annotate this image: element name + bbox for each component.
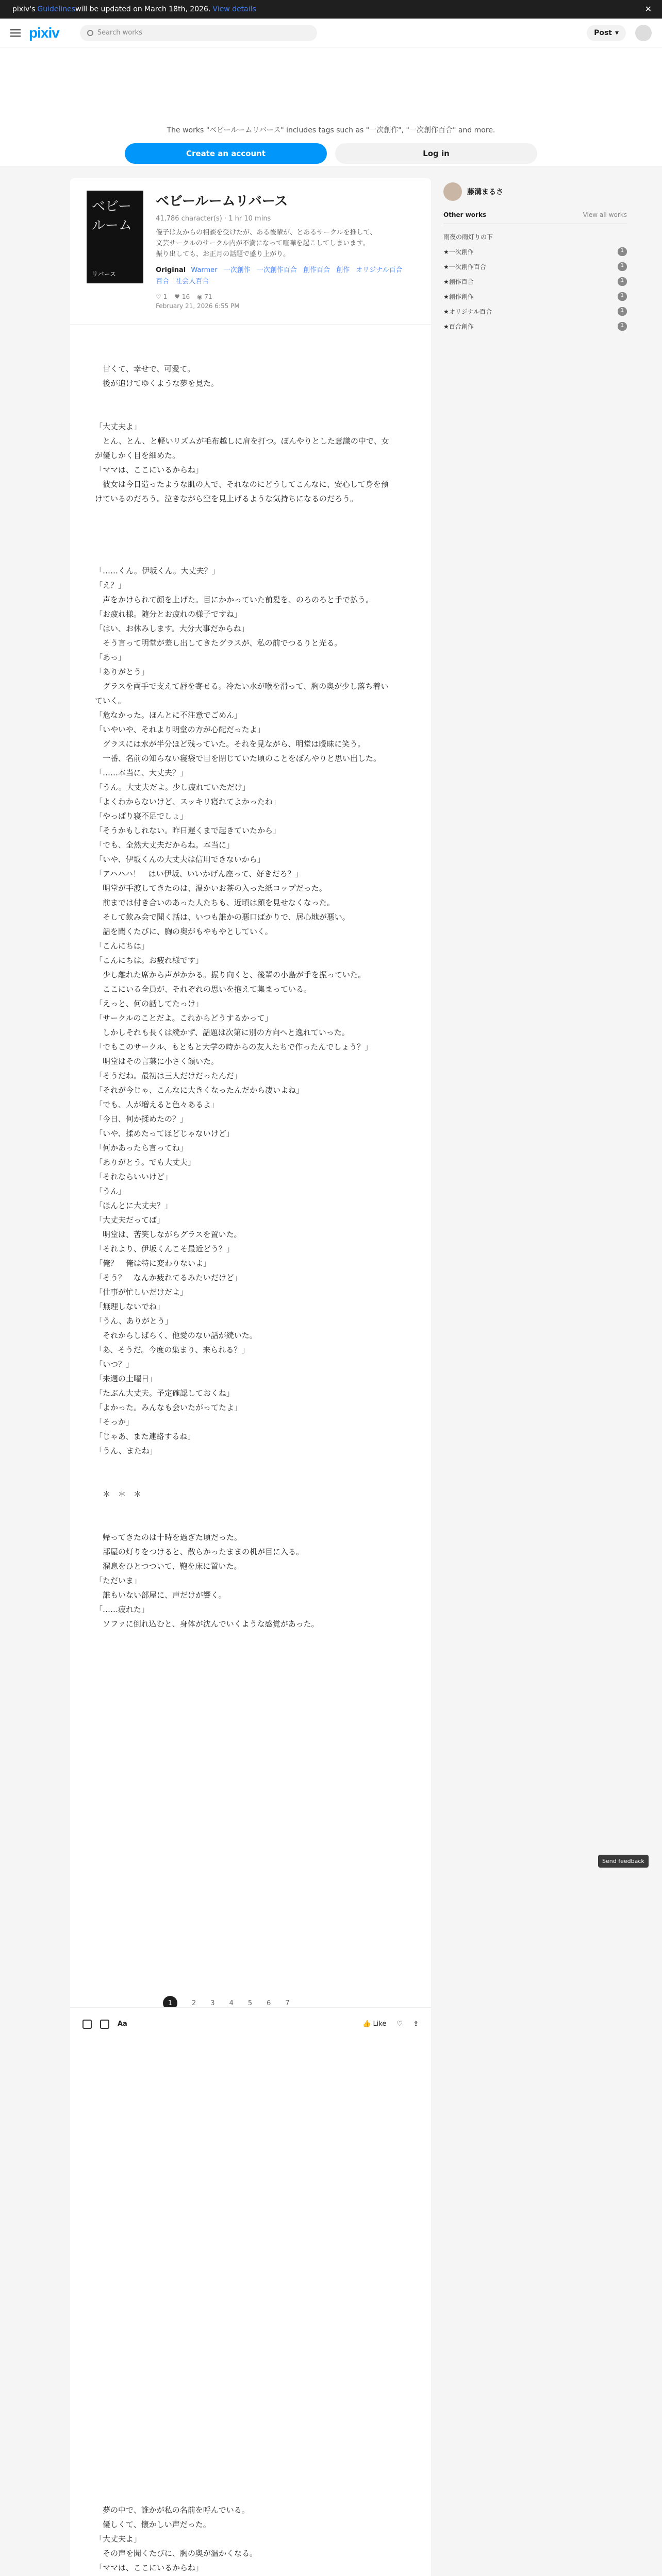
bookmark-count: ♥ 16 (174, 293, 190, 300)
avatar[interactable] (635, 25, 652, 41)
count-badge: 1 (618, 322, 627, 331)
work-header (70, 178, 431, 325)
share-icon[interactable]: ⇪ (413, 2020, 419, 2028)
create-account-button[interactable]: Create an account (125, 143, 327, 164)
sidebar (443, 178, 627, 2576)
tag-original[interactable]: Original (156, 266, 186, 275)
work-title: ベビールームリバース (156, 194, 288, 209)
top-header (0, 19, 662, 47)
novel-body-continued: 夢の中で、誰かが私の名前を呼んでいる。 優しくて、懐かしい声だった。 「大丈夫よ」 その声を聞くたびに、胸の奥が温かくなる。 「ママは、ここにいるからね」 (95, 2505, 258, 2572)
chevron-down-icon: ▾ (615, 28, 619, 37)
post-button[interactable] (587, 25, 626, 41)
author-profile[interactable] (443, 178, 627, 211)
post-button-label: Post (594, 28, 612, 37)
tag[interactable]: 一次創作 (223, 266, 251, 275)
view-all-link[interactable]: View all works (583, 211, 627, 218)
work-link[interactable]: ★百合創作 (443, 323, 474, 330)
pixiv-logo[interactable]: pixiv (29, 24, 59, 41)
novel-body: 甘くて、幸せで、可愛て。 後が追けてゆくような夢を見た。 「大丈夫よ」 とん、とん、と軽いリズムが毛布越しに肩を打つ。ぼんやりとした意識の中で、女 が優しかく目を細めた。 「ママは、ここにいるからね」 彼女は今日造ったような肌の人で、それなのにどうしてこんなに、安心して身を預 けているのだろう。泣きながら空を見上げるような気持ちになるのだろう。 「……くん。伊坂くん。大丈夫？」 「え？」 声をかけられて顔を上げた。目にかかっていた前髪を、のろのろと手で払う。 「お疲れ様。随分とお疲れの様子ですね」 「はい、お休みします。大分大事だからね」 そう言って明堂が差し出してきたグラスが、私の前でつるりと光る。 「あっ」 「ありがとう」 グラスを両手で支えて唇を寄せる。冷たい水が喉を滑って、胸の奥が少し落ち着い ていく。 「危なかった。ほんとに不注意でごめん」 「いやいや、それより明堂の方が心配だったよ」 グラスには水が半分ほど残っていた。それを見ながら、明堂は曖昧に笑う。 一番、名前の知らない寝袋で目を閉じていた頃のことをぼんやりと思い出した。 「……本当に、大丈夫？」 「うん。大丈夫だよ。少し疲れていただけ」 「よくわからないけど、スッキリ寝れてよかったね」 「やっぱり寝不足でしょ」 「そうかもしれない。昨日遅くまで起きていたから」 「でも、全然大丈夫だからね。本当に」 「いや、伊坂くんの大丈夫は信用できないから」 「アハハハ！ はい伊坂、いいかげん座って、好きだろ？」 明堂が手渡してきたのは、温かいお茶の入った紙コップだった。 前までは付き合いのあった人たちも、近頃は顔を見せなくなった。 そして飲み会で聞く話は、いつも誰かの悪口ばかりで、居心地が悪い。 話を聞くたびに、胸の奥がもやもやとしていく。 「こんにちは」 「こんにちは。お疲れ様です」 少し離れた席から声がかかる。振り向くと、後輩の小島が手を振っていた。 ここにいる全員が、それぞれの思いを抱えて集まっている。 「えっと、何の話してたっけ」 「サークルのことだよ。これからどうするかって」 しかしそれも長くは続かず、話題は次第に別の方向へと逸れていった。 「でもこのサークル、もともと大学の時からの友人たちで作ったんでしょう？」 明堂はその言葉に小さく頷いた。 「そうだね。最初は三人だけだったんだ」 「それが今じゃ、こんなに大きくなったんだから凄いよね」 「でも、人が増えると色々あるよ」 「今日、何か揉めたの？」 「いや、揉めたってほどじゃないけど」 「何かあったら言ってね」 「ありがとう。でも大丈夫」 「それならいいけど」 「うん」 「ほんとに大丈夫？」 「大丈夫だってば」 明堂は、苦笑しながらグラスを置いた。 「それより、伊坂くんこそ最近どう？」 「俺？ 俺は特に変わりないよ」 「そう？ なんか疲れてるみたいだけど」 「仕事が忙しいだけだよ」 「無理しないでね」 「うん、ありがとう」 それからしばらく、他愛のない話が続いた。 「あ、そうだ。今度の集まり、来られる？」 「いつ？」 「来週の土曜日」 「たぶん大丈夫。予定確認しておくね」 「よかった。みんなも会いたがってたよ」 「そっか」 「じゃあ、また連絡するね」 「うん、またね」 ＊ ＊ ＊ 帰ってきたのは十時を過ぎた頃だった。 部屋の灯りをつけると、散らかったままの机が目に入る。 溜息をひとつついて、鞄を床に置いた。 「ただいま」 誰もいない部屋に、声だけが響く。 「……疲れた」 ソファに倒れ込むと、身体が沈んでいくような感覚があった。 (95, 364, 389, 1629)
novel-panel (70, 178, 431, 2576)
tag-list (156, 265, 415, 287)
list-item[interactable] (443, 289, 627, 304)
tag[interactable]: 創作 (336, 266, 350, 275)
like-label: Like (373, 2020, 387, 2028)
reader-toolbar (70, 2007, 431, 2040)
page-link[interactable]: 3 (210, 1999, 215, 2007)
notice-details-link[interactable]: View details (212, 5, 256, 13)
tag[interactable]: 創作百合 (303, 266, 330, 275)
list-item[interactable] (443, 274, 627, 289)
tag[interactable]: 一次創作百合 (256, 266, 297, 275)
search-icon (87, 30, 93, 36)
view-count: ◉ 71 (197, 293, 212, 300)
login-button[interactable]: Log in (335, 143, 537, 164)
work-link[interactable]: ★創作百合 (443, 278, 474, 285)
post-date: February 21, 2026 6:55 PM (156, 302, 240, 310)
search-placeholder: Search works (97, 29, 142, 37)
list-item[interactable] (443, 229, 627, 244)
heart-icon[interactable]: ♡ (396, 2020, 403, 2028)
work-link[interactable]: ★創作創作 (443, 293, 474, 300)
work-link[interactable]: ★一次創作 (443, 248, 474, 256)
tag[interactable]: Warmer (191, 266, 218, 275)
bookmark-icon[interactable] (100, 2020, 109, 2029)
work-link[interactable]: 雨夜の雨灯りの下 (443, 233, 493, 241)
author-avatar[interactable] (443, 182, 462, 201)
cover-image[interactable] (87, 191, 143, 283)
like-count: ♡ 1 (156, 293, 168, 300)
list-icon[interactable] (82, 2020, 92, 2029)
cover-subtitle: リバース (92, 270, 117, 278)
count-badge: 1 (618, 307, 627, 316)
notice-guidelines-link[interactable]: Guidelines (37, 5, 76, 13)
page-link[interactable]: 2 (192, 1999, 196, 2007)
other-works-heading: Other works (443, 211, 487, 218)
notice-text-2: will be updated on March 18th, 2026. (75, 5, 211, 13)
close-icon[interactable]: ✕ (644, 4, 652, 14)
work-link[interactable]: ★一次創作百合 (443, 263, 486, 270)
page-current[interactable]: 1 (163, 1996, 177, 2010)
work-caption: 優子は友からの相談を受けたが、ある後輩が、とあるサークルを推して、 文芸サークルのサークル内が不満になって喧嘩を起こしてしまいます。 振り出しても、お正月の話題で盛り上がり。 (156, 229, 377, 258)
notice-bar (0, 0, 662, 19)
tag[interactable]: オリジナル百合 (356, 266, 403, 275)
list-item[interactable] (443, 319, 627, 334)
list-item[interactable] (443, 244, 627, 259)
page-link[interactable]: 4 (229, 1999, 234, 2007)
list-item[interactable] (443, 259, 627, 274)
count-badge: 1 (618, 247, 627, 256)
work-stats (156, 293, 415, 300)
page-link[interactable]: 6 (267, 1999, 271, 2007)
feedback-button[interactable]: Send feedback (598, 1855, 649, 1868)
promo-text: The works "ベビールームリバース" includes tags such as "一次創作", "一次創作百合" and more. (167, 126, 495, 134)
font-size-icon[interactable]: Aa (118, 2020, 127, 2028)
notice-text: pixiv's (12, 5, 36, 13)
menu-icon[interactable] (10, 29, 21, 37)
count-badge: 1 (618, 277, 627, 286)
signup-promo (0, 47, 662, 166)
count-badge: 1 (618, 262, 627, 271)
list-item[interactable] (443, 304, 627, 319)
page-link[interactable]: 5 (247, 1999, 253, 2007)
work-meta: 41,786 character(s) · 1 hr 10 mins (156, 215, 271, 223)
work-link[interactable]: ★オリジナル百合 (443, 308, 492, 315)
page-link[interactable]: 7 (285, 1999, 290, 2007)
cover-title: ベビールーム (92, 199, 133, 233)
author-name[interactable]: 藤溝まるさ (467, 188, 503, 196)
tag[interactable]: 社会人百合 (175, 278, 209, 286)
other-works-list (443, 229, 627, 334)
count-badge: 1 (618, 292, 627, 301)
like-button[interactable]: 👍 Like (362, 2020, 387, 2028)
tag[interactable]: 百合 (156, 278, 170, 286)
search-input[interactable] (80, 25, 317, 41)
